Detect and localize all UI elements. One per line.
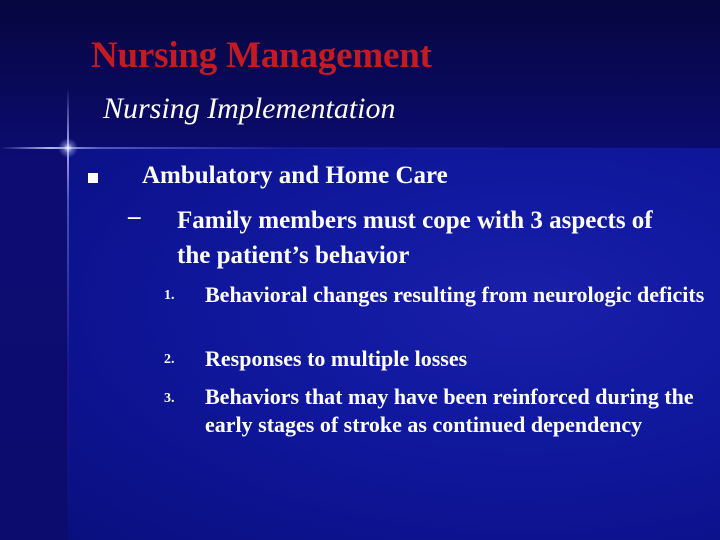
list-item: Behaviors that may have been reinforced during the early stages of stroke as continued dependency <box>205 384 694 437</box>
dash-bullet: – <box>128 203 141 230</box>
square-bullet-icon <box>88 170 100 182</box>
star-glint-icon <box>58 138 78 158</box>
list-number: 3. <box>164 391 175 406</box>
list-number: 1. <box>164 288 175 303</box>
slide-title: Nursing Management <box>91 35 432 76</box>
slide-subtitle: Nursing Implementation <box>103 92 396 125</box>
list-item: Behavioral changes resulting from neurologic deficits <box>205 282 705 307</box>
horizontal-divider-line <box>0 147 720 149</box>
bullet-level1: Ambulatory and Home Care <box>142 162 448 189</box>
list-item: Responses to multiple losses <box>205 346 468 371</box>
bullet-level2: Family members must cope with 3 aspects of the patient’s behavior <box>177 207 653 269</box>
list-number: 2. <box>164 352 175 367</box>
